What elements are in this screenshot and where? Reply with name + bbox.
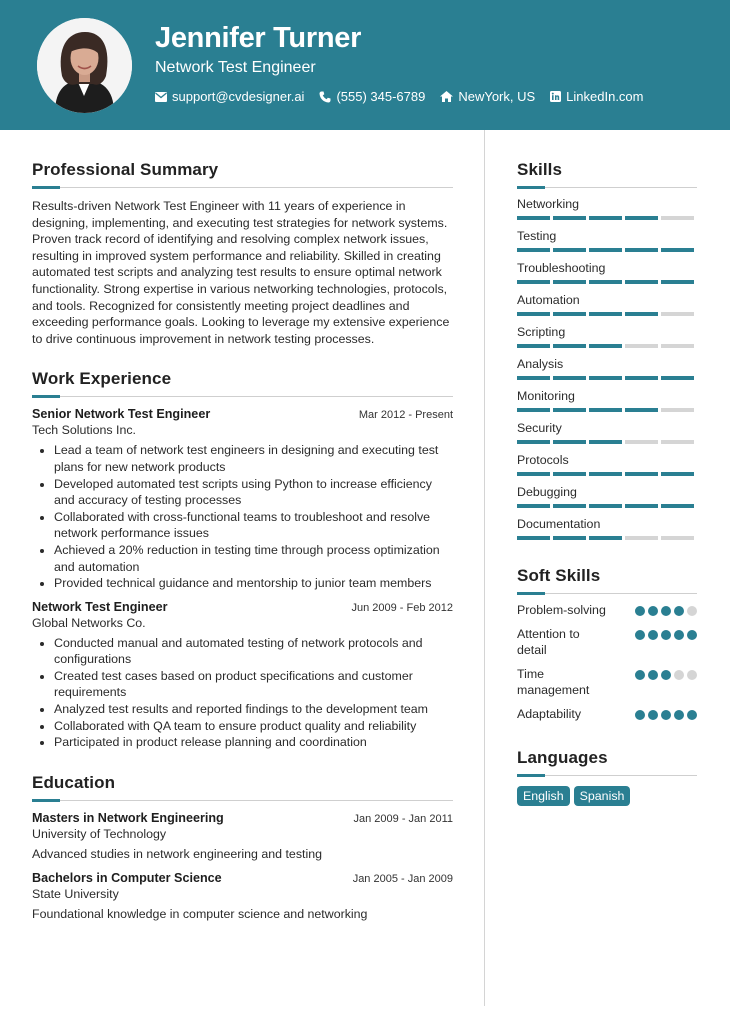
- rating-dot: [661, 670, 671, 680]
- education-dates: Jan 2005 - Jan 2009: [352, 872, 453, 885]
- skill-level-segment: [661, 536, 694, 540]
- skill-level-segment: [553, 504, 586, 508]
- job-company: Tech Solutions Inc.: [32, 423, 137, 438]
- languages-section: [517, 748, 697, 806]
- home-icon: [440, 91, 453, 102]
- education-description: Foundational knowledge in computer science and networking: [32, 906, 368, 921]
- skill-item: [517, 357, 697, 380]
- job-role: Network Test Engineer: [32, 599, 168, 614]
- skill-level-segment: [553, 472, 586, 476]
- education-entry: [32, 871, 453, 921]
- summary-section: [32, 160, 453, 347]
- job-bullet: • Created test cases based on product specifications and customer requirements: [54, 668, 453, 701]
- skill-name: Troubleshooting: [517, 261, 606, 275]
- skill-level-segment: [589, 472, 622, 476]
- section-rule: [32, 799, 453, 801]
- rating-dot: [661, 710, 671, 720]
- skill-level-segment: [517, 472, 550, 476]
- skill-level-segment: [625, 312, 658, 316]
- sidebar-column: [517, 160, 697, 806]
- skill-level-segment: [661, 376, 694, 380]
- skill-level-segment: [589, 312, 622, 316]
- profile-photo: [37, 18, 132, 113]
- rating-dot: [648, 606, 658, 616]
- skill-level-segment: [517, 280, 550, 284]
- envelope-icon: [155, 92, 167, 102]
- skill-name: Debugging: [517, 485, 577, 499]
- header-banner: [0, 0, 730, 130]
- rating-dot: [674, 670, 684, 680]
- skill-level-segment: [589, 504, 622, 508]
- rating-dot: [648, 710, 658, 720]
- avatar: [37, 18, 132, 113]
- skill-level-segment: [589, 280, 622, 284]
- education-heading: Education: [32, 772, 116, 792]
- summary-heading: Professional Summary: [32, 160, 219, 179]
- skill-level-segment: [625, 504, 658, 508]
- contact-email[interactable]: [155, 89, 304, 104]
- job-entry: [32, 600, 453, 751]
- skill-level-segment: [517, 536, 550, 540]
- soft-skills-heading: Soft Skills: [517, 566, 601, 585]
- skill-name: Automation: [517, 293, 580, 307]
- soft-skill-rating: [635, 670, 697, 680]
- education-description: Advanced studies in network engineering and testing: [32, 846, 322, 861]
- skill-level-segment: [661, 440, 694, 444]
- rating-dot: [687, 606, 697, 616]
- languages-list: [517, 786, 697, 806]
- education-section: [32, 773, 453, 921]
- job-bullet: • Collaborated with QA team to ensure product quality and reliability: [54, 718, 453, 735]
- skill-item: [517, 325, 697, 348]
- skill-name: Testing: [517, 229, 557, 243]
- job-bullet: • Achieved a 20% reduction in testing time through process optimization and automation: [54, 542, 453, 575]
- skill-item: [517, 389, 697, 412]
- candidate-name: Jennifer Turner: [155, 22, 362, 54]
- soft-skill-name: Adaptability: [517, 707, 582, 721]
- skill-level-segment: [589, 408, 622, 412]
- skills-heading: Skills: [517, 160, 563, 179]
- phone-icon: [319, 91, 331, 103]
- experience-heading: Work Experience: [32, 369, 172, 389]
- soft-skill-name: Time management: [517, 667, 590, 697]
- skill-level-bar: [517, 344, 697, 348]
- skill-level-segment: [625, 440, 658, 444]
- soft-skill-name: Attention to detail: [517, 627, 580, 657]
- job-bullet: • Provided technical guidance and mentorship to junior team members: [54, 575, 453, 592]
- skill-level-segment: [661, 344, 694, 348]
- linkedin-icon: [550, 91, 561, 102]
- skill-name: Documentation: [517, 517, 601, 531]
- rating-dot: [687, 630, 697, 640]
- job-dates: Mar 2012 - Present: [358, 409, 453, 422]
- school-name: State University: [32, 886, 119, 901]
- skill-level-segment: [661, 216, 694, 220]
- skill-level-bar: [517, 280, 697, 284]
- summary-text: Results-driven Network Test Engineer with 11 years of experience in designing, implementing, and executing test strategies for network systems. Proven track record of identifying and resolving complex network issues, resulting in improved system performance and reliability. Skilled in creating automated test scripts and analyzing test results to ensure optimal network functionality. Strong expertise in various networking technologies, protocols, and tools. Recognized for consistently meeting project deadlines and exceeding performance goals. Looking to leverage my extensive experience to drive continuous improvement in network testing processes.: [32, 199, 450, 346]
- language-tag: English: [517, 786, 570, 806]
- experience-section: [32, 369, 453, 751]
- skill-level-segment: [625, 344, 658, 348]
- skill-name: Analysis: [517, 357, 564, 371]
- rating-dot: [648, 670, 658, 680]
- skill-item: [517, 229, 697, 252]
- skill-level-segment: [661, 312, 694, 316]
- contact-email-text: support@cvdesigner.ai: [172, 89, 305, 104]
- skill-level-segment: [661, 504, 694, 508]
- skill-item: [517, 197, 697, 220]
- skill-level-segment: [553, 216, 586, 220]
- contact-phone-text: (555) 345-6789: [336, 89, 426, 104]
- skill-level-segment: [625, 376, 658, 380]
- main-column: [32, 160, 453, 921]
- skill-level-segment: [625, 280, 658, 284]
- skill-level-bar: [517, 408, 697, 412]
- soft-skill-rating: [635, 606, 697, 616]
- candidate-title: Network Test Engineer: [155, 59, 316, 76]
- skill-item: [517, 421, 697, 444]
- rating-dot: [674, 710, 684, 720]
- soft-skill-rating: [635, 630, 697, 640]
- rating-dot: [635, 630, 645, 640]
- skill-level-segment: [553, 536, 586, 540]
- education-dates: Jan 2009 - Jan 2011: [353, 812, 453, 825]
- skill-level-segment: [517, 408, 550, 412]
- skill-level-segment: [553, 376, 586, 380]
- skill-level-bar: [517, 472, 697, 476]
- skill-name: Protocols: [517, 453, 569, 467]
- skill-level-segment: [553, 280, 586, 284]
- skill-name: Scripting: [517, 325, 566, 339]
- skill-level-segment: [625, 248, 658, 252]
- skill-level-segment: [553, 344, 586, 348]
- skill-level-segment: [517, 504, 550, 508]
- skill-level-segment: [589, 440, 622, 444]
- section-rule: [32, 186, 453, 188]
- soft-skill-name: Problem-solving: [517, 603, 606, 617]
- rating-dot: [661, 630, 671, 640]
- skill-level-segment: [517, 376, 550, 380]
- job-bullet: • Developed automated test scripts using Python to increase efficiency and accuracy of testing processes: [54, 476, 453, 509]
- rating-dot: [687, 670, 697, 680]
- skill-level-segment: [553, 408, 586, 412]
- skill-level-segment: [589, 248, 622, 252]
- rating-dot: [674, 606, 684, 616]
- job-bullets: [32, 442, 453, 591]
- soft-skill-item: [517, 666, 697, 698]
- rating-dot: [635, 710, 645, 720]
- rating-dot: [635, 606, 645, 616]
- skill-level-bar: [517, 312, 697, 316]
- soft-skills-list: [517, 602, 697, 722]
- job-bullets: [32, 635, 453, 751]
- skill-level-segment: [589, 216, 622, 220]
- contact-linkedin[interactable]: [550, 89, 643, 104]
- languages-heading: Languages: [517, 748, 608, 767]
- skill-level-segment: [517, 312, 550, 316]
- soft-skill-item: [517, 602, 697, 618]
- skills-section: [517, 160, 697, 540]
- skill-level-segment: [661, 248, 694, 252]
- section-rule: [517, 592, 697, 594]
- skill-item: [517, 261, 697, 284]
- contact-list: [155, 89, 644, 104]
- skill-level-segment: [625, 472, 658, 476]
- skill-level-segment: [553, 312, 586, 316]
- degree-name: Masters in Network Engineering: [32, 810, 224, 825]
- job-bullet: • Lead a team of network test engineers in designing and executing test plans for new network products: [54, 442, 453, 475]
- skill-level-segment: [589, 344, 622, 348]
- skill-level-bar: [517, 440, 697, 444]
- skill-level-segment: [517, 216, 550, 220]
- skill-level-segment: [517, 344, 550, 348]
- skills-list: [517, 197, 697, 540]
- column-divider: [484, 130, 485, 1006]
- skill-level-segment: [661, 280, 694, 284]
- skill-level-bar: [517, 536, 697, 540]
- skill-name: Security: [517, 421, 562, 435]
- soft-skills-section: [517, 566, 697, 722]
- soft-skill-item: [517, 626, 697, 658]
- school-name: University of Technology: [32, 826, 167, 841]
- skill-item: [517, 453, 697, 476]
- degree-name: Bachelors in Computer Science: [32, 870, 222, 885]
- skill-item: [517, 293, 697, 316]
- contact-location-text: NewYork, US: [458, 89, 536, 104]
- soft-skill-item: [517, 706, 697, 722]
- contact-linkedin-text: LinkedIn.com: [566, 89, 644, 104]
- job-bullet: • Collaborated with cross-functional teams to troubleshoot and resolve network performance issues: [54, 509, 453, 542]
- skill-name: Monitoring: [517, 389, 575, 403]
- skill-level-segment: [625, 408, 658, 412]
- contact-location: [440, 89, 535, 104]
- skill-level-bar: [517, 504, 697, 508]
- section-rule: [517, 186, 697, 188]
- section-rule: [517, 774, 697, 776]
- skill-level-bar: [517, 248, 697, 252]
- job-role: Senior Network Test Engineer: [32, 407, 211, 422]
- job-dates: Jun 2009 - Feb 2012: [351, 601, 453, 614]
- skill-level-segment: [589, 376, 622, 380]
- rating-dot: [687, 710, 697, 720]
- skill-level-segment: [517, 248, 550, 252]
- education-entry: [32, 811, 453, 861]
- skill-level-segment: [589, 536, 622, 540]
- skill-level-segment: [517, 440, 550, 444]
- skill-name: Networking: [517, 197, 579, 211]
- skill-item: [517, 517, 697, 540]
- soft-skill-rating: [635, 710, 697, 720]
- rating-dot: [648, 630, 658, 640]
- job-bullet: • Participated in product release planning and coordination: [54, 734, 453, 751]
- skill-level-segment: [625, 216, 658, 220]
- skill-level-bar: [517, 376, 697, 380]
- job-company: Global Networks Co.: [32, 615, 146, 630]
- rating-dot: [661, 606, 671, 616]
- rating-dot: [674, 630, 684, 640]
- job-bullet: • Conducted manual and automated testing of network protocols and configurations: [54, 635, 453, 668]
- rating-dot: [635, 670, 645, 680]
- language-tag: Spanish: [574, 786, 631, 806]
- job-entry: [32, 407, 453, 591]
- skill-level-segment: [661, 472, 694, 476]
- job-bullet: • Analyzed test results and reported findings to the development team: [54, 701, 453, 718]
- contact-phone[interactable]: [319, 89, 425, 104]
- skill-level-segment: [553, 248, 586, 252]
- skill-item: [517, 485, 697, 508]
- skill-level-bar: [517, 216, 697, 220]
- skill-level-segment: [553, 440, 586, 444]
- skill-level-segment: [625, 536, 658, 540]
- skill-level-segment: [661, 408, 694, 412]
- section-rule: [32, 395, 453, 397]
